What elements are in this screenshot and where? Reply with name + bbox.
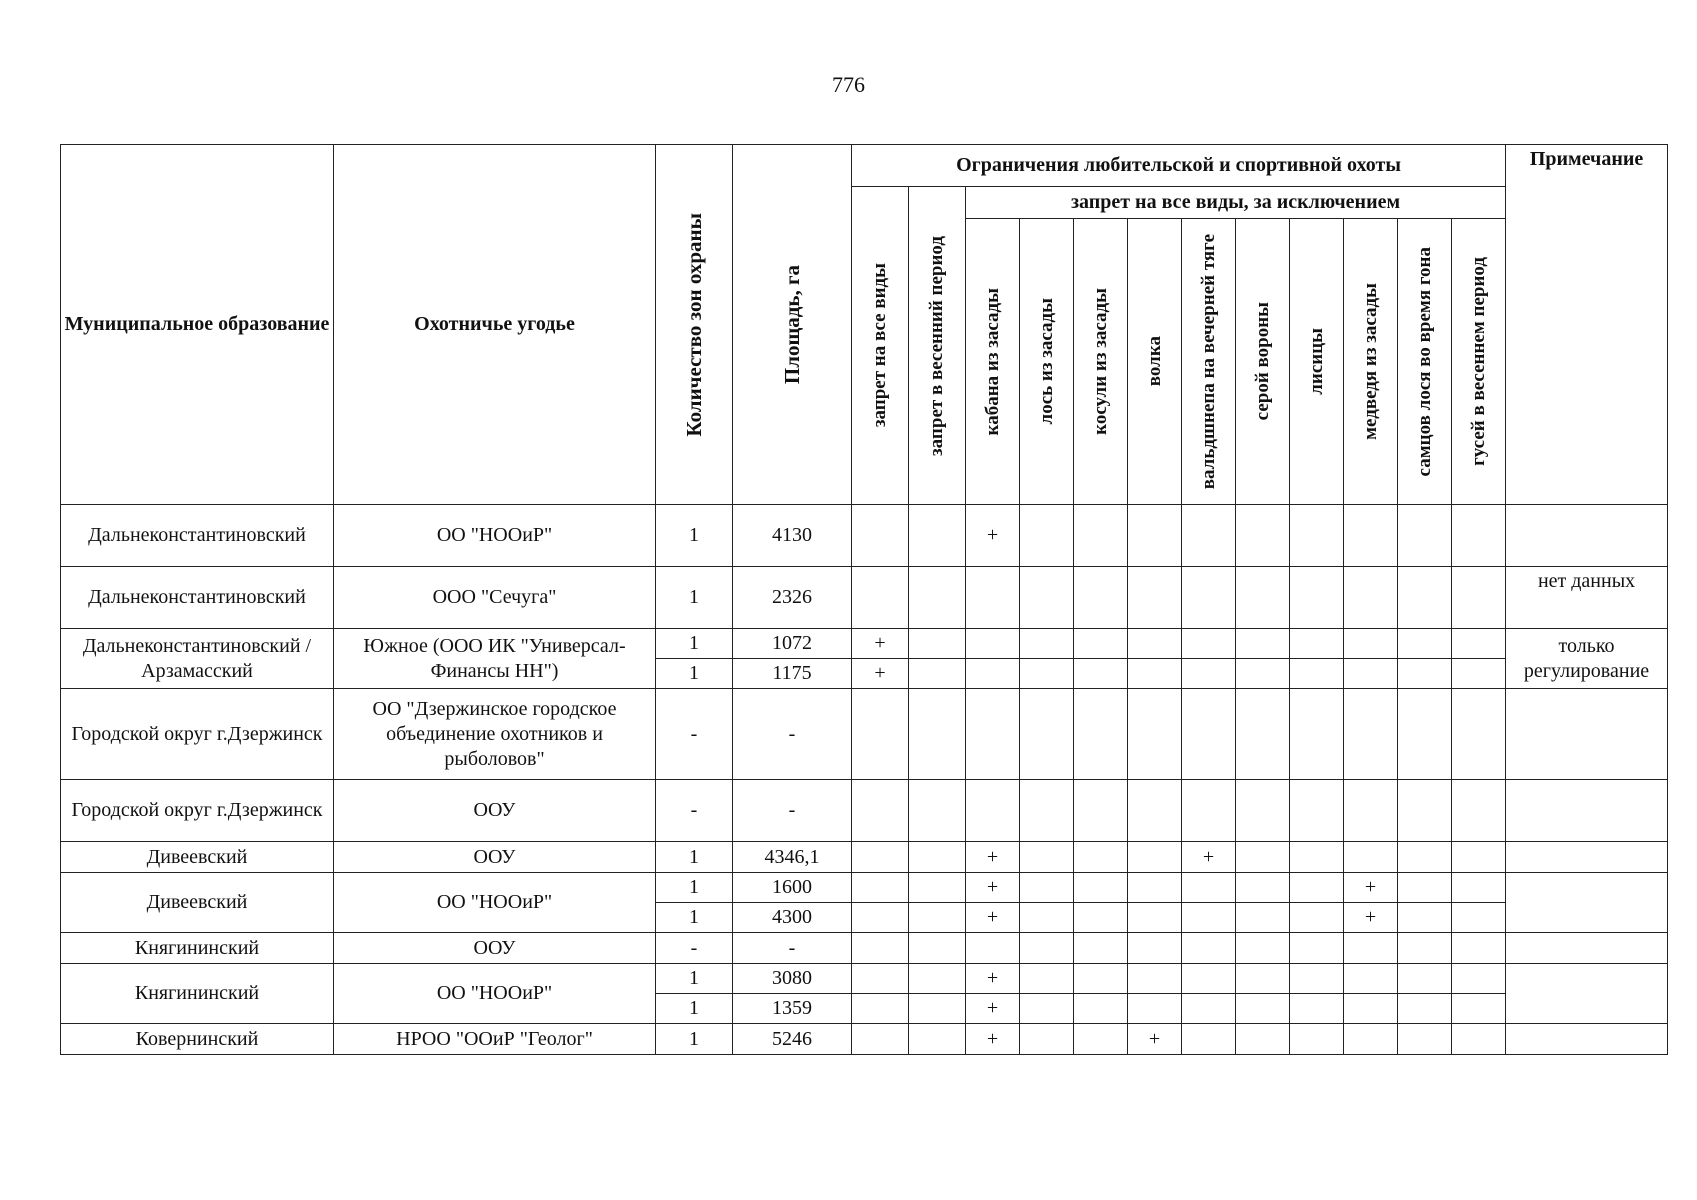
area-cell: 2326 bbox=[733, 567, 852, 629]
restriction-mark-cell bbox=[852, 780, 909, 842]
restriction-mark-cell bbox=[1128, 964, 1182, 994]
header-restrictions: Ограничения любительской и спортивной охоты bbox=[852, 145, 1506, 187]
header-area bbox=[733, 145, 852, 505]
note-cell: нет данных bbox=[1506, 567, 1668, 629]
header-zones bbox=[656, 145, 733, 505]
restriction-mark-cell: + bbox=[966, 842, 1020, 873]
header-ban-all-label: запрет на все виды bbox=[869, 263, 891, 428]
restriction-mark-cell bbox=[1128, 903, 1182, 933]
municipality-cell: Дивеевский bbox=[61, 873, 334, 933]
restriction-mark-cell bbox=[1236, 903, 1290, 933]
header-except-label: лисицы bbox=[1305, 328, 1327, 395]
restriction-mark-cell bbox=[1398, 994, 1452, 1024]
ground-cell: ООУ bbox=[334, 780, 656, 842]
restriction-mark-cell bbox=[1452, 1024, 1506, 1055]
restriction-mark-cell bbox=[966, 567, 1020, 629]
restriction-mark-cell bbox=[1074, 567, 1128, 629]
restriction-mark-cell bbox=[1290, 933, 1344, 964]
restriction-mark-cell bbox=[1452, 567, 1506, 629]
restriction-mark-cell bbox=[1236, 964, 1290, 994]
restriction-mark-cell bbox=[1398, 689, 1452, 780]
restriction-mark-cell bbox=[909, 1024, 966, 1055]
zones-cell: 1 bbox=[656, 842, 733, 873]
restriction-mark-cell bbox=[1398, 873, 1452, 903]
header-except-6 bbox=[1290, 219, 1344, 505]
header-except-1 bbox=[1020, 219, 1074, 505]
restriction-mark-cell: + bbox=[852, 659, 909, 689]
hunting-restrictions-table bbox=[60, 144, 1668, 1055]
restriction-mark-cell bbox=[1020, 505, 1074, 567]
area-cell: 1072 bbox=[733, 629, 852, 659]
header-except-4 bbox=[1182, 219, 1236, 505]
restriction-mark-cell bbox=[966, 780, 1020, 842]
restriction-mark-cell bbox=[1020, 873, 1074, 903]
header-except-label: лось из засады bbox=[1035, 298, 1057, 425]
restriction-mark-cell bbox=[1398, 659, 1452, 689]
restriction-mark-cell bbox=[1020, 659, 1074, 689]
restriction-mark-cell bbox=[1128, 933, 1182, 964]
restriction-mark-cell: + bbox=[966, 505, 1020, 567]
restriction-mark-cell bbox=[1290, 964, 1344, 994]
header-except-label: кабана из засады bbox=[981, 287, 1003, 436]
note-cell bbox=[1506, 1024, 1668, 1055]
restriction-mark-cell bbox=[1128, 567, 1182, 629]
zones-cell: 1 bbox=[656, 964, 733, 994]
restriction-mark-cell bbox=[852, 873, 909, 903]
table-row bbox=[61, 933, 1668, 964]
restriction-mark-cell bbox=[1344, 933, 1398, 964]
restriction-mark-cell bbox=[1290, 567, 1344, 629]
header-municipality: Муниципальное образование bbox=[61, 145, 334, 505]
header-except-3 bbox=[1128, 219, 1182, 505]
restriction-mark-cell bbox=[1128, 659, 1182, 689]
restriction-mark-cell bbox=[1182, 780, 1236, 842]
ground-cell: ОО "НООиР" bbox=[334, 505, 656, 567]
restriction-mark-cell: + bbox=[1128, 1024, 1182, 1055]
restriction-mark-cell bbox=[1344, 1024, 1398, 1055]
restriction-mark-cell bbox=[1290, 689, 1344, 780]
restriction-mark-cell bbox=[1398, 903, 1452, 933]
header-except-label: косули из засады bbox=[1089, 288, 1111, 435]
restriction-mark-cell bbox=[1020, 1024, 1074, 1055]
area-cell: 3080 bbox=[733, 964, 852, 994]
header-except-label: гусей в весеннем период bbox=[1467, 257, 1489, 466]
municipality-cell: Княгининский bbox=[61, 964, 334, 1024]
restriction-mark-cell bbox=[1290, 903, 1344, 933]
restriction-mark-cell bbox=[1074, 903, 1128, 933]
header-ban-spring-label: запрет в весенний период bbox=[926, 235, 948, 456]
restriction-mark-cell bbox=[852, 689, 909, 780]
restriction-mark-cell bbox=[1020, 994, 1074, 1024]
restriction-mark-cell bbox=[1128, 842, 1182, 873]
restriction-mark-cell bbox=[1344, 659, 1398, 689]
zones-cell: 1 bbox=[656, 903, 733, 933]
restriction-mark-cell bbox=[1128, 689, 1182, 780]
header-except-5 bbox=[1236, 219, 1290, 505]
restriction-mark-cell bbox=[909, 873, 966, 903]
restriction-mark-cell bbox=[1074, 505, 1128, 567]
restriction-mark-cell: + bbox=[1182, 842, 1236, 873]
note-cell bbox=[1506, 689, 1668, 780]
zones-cell: 1 bbox=[656, 567, 733, 629]
restriction-mark-cell bbox=[1074, 629, 1128, 659]
note-cell: только регулирование bbox=[1506, 629, 1668, 689]
ground-cell: ОО "Дзержинское городское объединение охотников и рыболовов" bbox=[334, 689, 656, 780]
table-row bbox=[61, 505, 1668, 567]
restriction-mark-cell bbox=[1452, 903, 1506, 933]
municipality-cell: Городской округ г.Дзержинск bbox=[61, 780, 334, 842]
table-row bbox=[61, 873, 1668, 903]
restriction-mark-cell bbox=[852, 964, 909, 994]
restriction-mark-cell bbox=[1128, 994, 1182, 1024]
ground-cell: ОО "НООиР" bbox=[334, 964, 656, 1024]
header-except-7 bbox=[1344, 219, 1398, 505]
restriction-mark-cell bbox=[1020, 689, 1074, 780]
restriction-mark-cell bbox=[1344, 567, 1398, 629]
restriction-mark-cell bbox=[1182, 873, 1236, 903]
ground-cell: ООУ bbox=[334, 842, 656, 873]
area-cell: 4346,1 bbox=[733, 842, 852, 873]
ground-cell: ОО "НООиР" bbox=[334, 873, 656, 933]
zones-cell: 1 bbox=[656, 873, 733, 903]
table-row bbox=[61, 689, 1668, 780]
restriction-mark-cell: + bbox=[966, 903, 1020, 933]
restriction-mark-cell bbox=[1074, 933, 1128, 964]
table-row bbox=[61, 629, 1668, 659]
header-except-label: медведя из засады bbox=[1359, 283, 1381, 440]
header-except-label: волка bbox=[1143, 336, 1165, 387]
restriction-mark-cell bbox=[1236, 994, 1290, 1024]
area-cell: - bbox=[733, 689, 852, 780]
restriction-mark-cell bbox=[1074, 780, 1128, 842]
restriction-mark-cell bbox=[909, 842, 966, 873]
municipality-cell: Дальнеконстантиновский bbox=[61, 505, 334, 567]
header-except-0 bbox=[966, 219, 1020, 505]
restriction-mark-cell bbox=[909, 964, 966, 994]
table-header bbox=[61, 145, 1668, 505]
restriction-mark-cell bbox=[1452, 873, 1506, 903]
table-row bbox=[61, 964, 1668, 994]
restriction-mark-cell bbox=[909, 567, 966, 629]
restriction-mark-cell bbox=[1074, 1024, 1128, 1055]
restriction-mark-cell bbox=[1128, 780, 1182, 842]
restriction-mark-cell bbox=[1074, 689, 1128, 780]
restriction-mark-cell: + bbox=[966, 994, 1020, 1024]
restriction-mark-cell bbox=[1128, 505, 1182, 567]
table-row bbox=[61, 567, 1668, 629]
municipality-cell: Дивеевский bbox=[61, 842, 334, 873]
restriction-mark-cell bbox=[1074, 659, 1128, 689]
restriction-mark-cell bbox=[852, 1024, 909, 1055]
restriction-mark-cell bbox=[1290, 873, 1344, 903]
restriction-mark-cell: + bbox=[1344, 903, 1398, 933]
restriction-mark-cell bbox=[1290, 780, 1344, 842]
restriction-mark-cell bbox=[1074, 964, 1128, 994]
restriction-mark-cell bbox=[1182, 567, 1236, 629]
restriction-mark-cell: + bbox=[852, 629, 909, 659]
restriction-mark-cell bbox=[852, 505, 909, 567]
restriction-mark-cell bbox=[1020, 964, 1074, 994]
header-ban-spring bbox=[909, 187, 966, 505]
area-cell: - bbox=[733, 933, 852, 964]
restriction-mark-cell bbox=[1182, 903, 1236, 933]
restriction-mark-cell bbox=[1344, 780, 1398, 842]
restriction-mark-cell bbox=[909, 780, 966, 842]
restriction-mark-cell bbox=[1398, 964, 1452, 994]
zones-cell: 1 bbox=[656, 505, 733, 567]
area-cell: 5246 bbox=[733, 1024, 852, 1055]
ground-cell: НРОО "ООиР "Геолог" bbox=[334, 1024, 656, 1055]
restriction-mark-cell bbox=[1074, 994, 1128, 1024]
note-cell bbox=[1506, 964, 1668, 1024]
page-number: 776 bbox=[832, 72, 865, 97]
restriction-mark-cell bbox=[1452, 933, 1506, 964]
header-except-9 bbox=[1452, 219, 1506, 505]
restriction-mark-cell bbox=[1236, 689, 1290, 780]
header-except-2 bbox=[1074, 219, 1128, 505]
restriction-mark-cell bbox=[1398, 933, 1452, 964]
restriction-mark-cell bbox=[1290, 1024, 1344, 1055]
restriction-mark-cell bbox=[1182, 933, 1236, 964]
restriction-mark-cell bbox=[1182, 629, 1236, 659]
municipality-cell: Городской округ г.Дзержинск bbox=[61, 689, 334, 780]
note-cell bbox=[1506, 933, 1668, 964]
restriction-mark-cell bbox=[1344, 842, 1398, 873]
zones-cell: 1 bbox=[656, 629, 733, 659]
restriction-mark-cell bbox=[1452, 842, 1506, 873]
ground-cell: Южное (ООО ИК "Универсал-Финансы НН") bbox=[334, 629, 656, 689]
area-cell: - bbox=[733, 780, 852, 842]
area-cell: 1359 bbox=[733, 994, 852, 1024]
restriction-mark-cell bbox=[1236, 629, 1290, 659]
table-row bbox=[61, 842, 1668, 873]
restriction-mark-cell bbox=[852, 842, 909, 873]
zones-cell: 1 bbox=[656, 659, 733, 689]
restriction-mark-cell: + bbox=[1344, 873, 1398, 903]
restriction-mark-cell bbox=[966, 629, 1020, 659]
restriction-mark-cell bbox=[1398, 1024, 1452, 1055]
restriction-mark-cell bbox=[1344, 629, 1398, 659]
restriction-mark-cell bbox=[1020, 629, 1074, 659]
restriction-mark-cell bbox=[1344, 964, 1398, 994]
restriction-mark-cell bbox=[1182, 505, 1236, 567]
header-ground: Охотничье угодье bbox=[334, 145, 656, 505]
restriction-mark-cell bbox=[852, 567, 909, 629]
restriction-mark-cell bbox=[852, 994, 909, 1024]
restriction-mark-cell bbox=[852, 933, 909, 964]
area-cell: 4300 bbox=[733, 903, 852, 933]
restriction-mark-cell bbox=[1398, 780, 1452, 842]
restriction-mark-cell: + bbox=[966, 1024, 1020, 1055]
ground-cell: ООУ bbox=[334, 933, 656, 964]
restriction-mark-cell bbox=[1290, 994, 1344, 1024]
restriction-mark-cell bbox=[909, 629, 966, 659]
municipality-cell: Княгининский bbox=[61, 933, 334, 964]
restriction-mark-cell bbox=[1236, 659, 1290, 689]
restriction-mark-cell bbox=[1020, 903, 1074, 933]
header-except-8 bbox=[1398, 219, 1452, 505]
restriction-mark-cell bbox=[1236, 505, 1290, 567]
restriction-mark-cell bbox=[909, 994, 966, 1024]
restriction-mark-cell bbox=[1236, 567, 1290, 629]
table-row bbox=[61, 1024, 1668, 1055]
restriction-mark-cell bbox=[1344, 689, 1398, 780]
restriction-mark-cell: + bbox=[966, 964, 1020, 994]
restriction-mark-cell bbox=[1128, 629, 1182, 659]
restriction-mark-cell bbox=[1452, 629, 1506, 659]
restriction-mark-cell bbox=[1020, 933, 1074, 964]
restriction-mark-cell bbox=[852, 903, 909, 933]
restriction-mark-cell bbox=[909, 689, 966, 780]
restriction-mark-cell bbox=[1236, 842, 1290, 873]
note-cell bbox=[1506, 780, 1668, 842]
restriction-mark-cell bbox=[1020, 567, 1074, 629]
ground-cell: ООО "Сечуга" bbox=[334, 567, 656, 629]
restriction-mark-cell bbox=[909, 505, 966, 567]
restriction-mark-cell bbox=[1020, 842, 1074, 873]
area-cell: 1600 bbox=[733, 873, 852, 903]
restriction-mark-cell bbox=[1182, 964, 1236, 994]
restriction-mark-cell bbox=[1290, 842, 1344, 873]
restriction-mark-cell bbox=[1020, 780, 1074, 842]
restriction-mark-cell bbox=[1452, 659, 1506, 689]
restriction-mark-cell bbox=[966, 689, 1020, 780]
restriction-mark-cell bbox=[1344, 994, 1398, 1024]
zones-cell: - bbox=[656, 780, 733, 842]
restriction-mark-cell bbox=[1452, 780, 1506, 842]
restriction-mark-cell: + bbox=[966, 873, 1020, 903]
restriction-mark-cell bbox=[909, 659, 966, 689]
zones-cell: - bbox=[656, 689, 733, 780]
header-area-label: Площадь, га bbox=[779, 264, 804, 385]
restriction-mark-cell bbox=[1290, 659, 1344, 689]
header-ban-all bbox=[852, 187, 909, 505]
restriction-mark-cell bbox=[909, 933, 966, 964]
restriction-mark-cell bbox=[1128, 873, 1182, 903]
area-cell: 1175 bbox=[733, 659, 852, 689]
restriction-mark-cell bbox=[1236, 873, 1290, 903]
restriction-mark-cell bbox=[1290, 505, 1344, 567]
header-except-group: запрет на все виды, за исключением bbox=[966, 187, 1506, 219]
restriction-mark-cell bbox=[1182, 994, 1236, 1024]
note-cell bbox=[1506, 842, 1668, 873]
restriction-mark-cell bbox=[1290, 629, 1344, 659]
restriction-mark-cell bbox=[1398, 567, 1452, 629]
restriction-mark-cell bbox=[1452, 505, 1506, 567]
municipality-cell: Ковернинский bbox=[61, 1024, 334, 1055]
restriction-mark-cell bbox=[966, 659, 1020, 689]
restriction-mark-cell bbox=[1452, 994, 1506, 1024]
header-except-label: вальдшнепа на вечерней тяге bbox=[1197, 233, 1219, 490]
note-cell bbox=[1506, 873, 1668, 933]
header-note: Примечание bbox=[1506, 145, 1668, 505]
restriction-mark-cell bbox=[966, 933, 1020, 964]
restriction-mark-cell bbox=[1182, 689, 1236, 780]
zones-cell: 1 bbox=[656, 1024, 733, 1055]
zones-cell: - bbox=[656, 933, 733, 964]
table-body bbox=[61, 505, 1668, 1055]
restriction-mark-cell bbox=[1452, 964, 1506, 994]
restriction-mark-cell bbox=[1182, 1024, 1236, 1055]
restriction-mark-cell bbox=[1182, 659, 1236, 689]
zones-cell: 1 bbox=[656, 994, 733, 1024]
header-zones-label: Количество зон охраны bbox=[681, 212, 706, 437]
area-cell: 4130 bbox=[733, 505, 852, 567]
municipality-cell: Дальнеконстантиновский / Арзамасский bbox=[61, 629, 334, 689]
note-cell bbox=[1506, 505, 1668, 567]
header-except-label: самцов лося во время гона bbox=[1413, 246, 1435, 477]
restriction-mark-cell bbox=[1344, 505, 1398, 567]
header-except-label: серой вороны bbox=[1251, 302, 1273, 421]
restriction-mark-cell bbox=[1398, 842, 1452, 873]
table-row bbox=[61, 780, 1668, 842]
restriction-mark-cell bbox=[1236, 933, 1290, 964]
restriction-mark-cell bbox=[1452, 689, 1506, 780]
restriction-mark-cell bbox=[1074, 842, 1128, 873]
restriction-mark-cell bbox=[1398, 629, 1452, 659]
restriction-mark-cell bbox=[1236, 1024, 1290, 1055]
restriction-mark-cell bbox=[1236, 780, 1290, 842]
restriction-mark-cell bbox=[1398, 505, 1452, 567]
restriction-mark-cell bbox=[909, 903, 966, 933]
restriction-mark-cell bbox=[1074, 873, 1128, 903]
municipality-cell: Дальнеконстантиновский bbox=[61, 567, 334, 629]
